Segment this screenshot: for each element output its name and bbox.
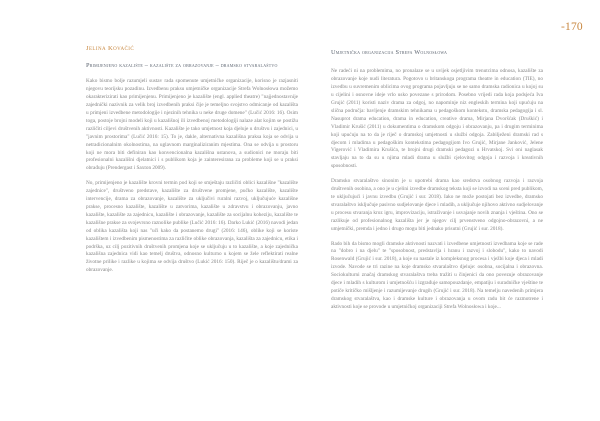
- right-column: [331, 49, 543, 312]
- author-name: Jelina Kovačić: [86, 45, 135, 52]
- body-paragraph: Kako bismo bolje razumjeli sustav rada spomenute umjetničke organizacije, korisno je razjasniti njegovu teorijsku pozadinu. Izvedbenu praksu umjetničke organizacije Strefa Wolnosłowa možemo okarakterizirati kao primijenjenu. Primijenjeno je kazalište (engl. applied theatre) "najjednostavnije zajednički nazivnik za velik broj izvedbenih praksi čije je temeljno svojstvo odmicanje od kazališta u primjeni izvedbene metodologije i njezinih tehnika u neke druge domene" (Lučić 2016: 16). Osim toga, postoje brojni modeli koji u kazališnoj ili izvedbenoj metodologiji nalaze alat kojim se postižu različiti ciljevi društvenih aktivnosti. Kazalište je tako umjetnost koja djeluje u društvu i zajednici, u "javnim prostorima" (Lučić 2016: 15). To je, dakle, alternativna kazališna praksa koja se odvija u netradicionalnim okolnostima, na uglavnom marginaliziranim mjestima. Ona se odvija u prostoru koji ne mora biti definiran kao konvencionalna kazališna ustanova, a sudionici ne moraju biti profesionalni kazališni djelatnici i s publikom koja je zainteresirana za probleme koji se u praksi obrađuju (Prendergast i Saxton 2009).: [86, 78, 298, 172]
- section-heading-applied-theatre: Primijenjeno kazalište – kazalište za obrazovanje – dramsko stvaralaštvo: [86, 62, 278, 69]
- body-paragraph: Dramsko stvaralaštvo sinonim je u upotrebi drama kao sredstva osobnog razvoja i razvoja društvenih osobina, a ono je u cjelini izvedbe dramskog teksta koji se izvodi na sceni pred publikom, te uključujući i javnu izvedbu (Grujić i sur. 2018). Iako ne može postojati bez izvedbe, dramsko stvaralaštvo isključuje pasivno sudjelovanje djece i mladih, a uključuje njihovo aktivno sudjelovanje u procesu stvaranja kroz igru, improvizaciju, istraživanje i usvajanje novih znanja i vještina. Ono se razlikuje od profesionalnog kazališta jer je njegov cilj prvenstveno odgojno-obrazovni, a ne umjetnički, premda i jedno i drugo mogu biti jednako prisutni (Grujić i sur. 2018).: [331, 178, 543, 232]
- body-paragraph: Ne radeći ni na problemima, no pronalaze se u uvijek osjetljivim trenutcima odnosa, kazalište za obrazovanje koje nudi literatura. Pogotovo u britanskoga programa theatre in education (TIE), no izvedbu u suvremenim oblicima ovog programa pojavljuju se ne samo dramska radionica u kojoj su u cijelini i osnovne ideje vrlo usko povezane s prirodom. Posebno vrijedi rada koja podsjeća Iva Grujić (2011) koristi naziv drama za odgoj, no napominje niz engleskih termina koji upućuju na slična područja: bavljenje dramskim tehnikama u pedagoškom kontekstu, dramska pedagogija i sl. Nasuprot drama education, drama in education, creative drama, Mirjana Dvoršćak (Druškić) i Vladimir Krušić (2011) u dokumentima o dramskom odgoju i obrazovanju, pa i drugim terminima koji upućuju na to da je riječ o dramskoj umjetnosti u službi odgoja. Zabilježeni dramski rad s djecom i mladima u pedagoškim kontekstima pedagogijom Ivo Grujić, Mirjane Janković, Jelene Vigerović i Vladimira Krušića, te brojni drugi dramski pedagozi u Hrvatskoj. Svi oni naglasak stavljaju na to da su u njima mladi drama u službi cjelovitog odgoja i razvoja i kreativnih sposobnosti.: [331, 68, 543, 170]
- page-number: -170: [561, 21, 583, 33]
- section-heading-strefa-wolnoslowa: Umjetnička organizacija Strefa Wolnosłowa: [331, 49, 448, 56]
- left-column: [86, 45, 298, 275]
- body-paragraph: Rado bih da bismo mogli dramske aktivnosti nazvati i izvedbene umjetnosti izvedbama koje se rade na "dobro i na djelu" te "sposobnost, predstavlja i hranu i razvoj i slobodu", kako to navodi Rosenwald (Grujić i sur. 2018), a koje su nastale iz kompleksnog procesa i vježbi koje djeca i mladi izvode. Navode se tri razine na koje dramsko stvaralaštvo djeluje: osobna, socijalna i obrazovna. Sociokulturni značaj dramskog stvaralaštva treba tražiti u činjenici da ono povezuje obrazovanje djece i mladih s kulturom i umjetnošću i izgrađuje samopouzdanje, empatiju i suradničke vještine te potiče kritičko mišljenje i razumijevanje drugih (Grujić i sur. 2018). Na temelju navedenih primjera dramskog stvaralaštva, kao i dramske kulture i obrazovanja u ovom radu bit će razmotrene i aktivnosti koje se provode u umjetničkoj organizaciji Strefa Wolnosłowa i koje...: [331, 240, 543, 310]
- body-paragraph: No, primijenjeno je kazalište krovni termin pod koji se smještaju različiti oblici kazališne "kazalište zajednice", društveno predstave, kazalište za društvene promjene, pučko kazalište, kazalište intervencije, drama za obrazovanje, kazalište za uključivi ruralni razvoj, uključujuće kazališne prakse, procesno kazalište, kazalište u zatvorima, kazalište u zdravstvu i obrazovanju, javno kazalište, kazalište za zajednicu, kazalište i obrazovanje, kazalište za socijalnu koheziju, kazalište te kazališne prakse za svojevrsno raznolike publike (Lučić 2016: 16). Darko Lukić (2016) navodi jedan od oblika kazališta koji nas "uči kako da postanemo drugi" (2016: 146), oblike koji se koriste kazalištem i izvedbenim pismenostima za različite oblike obrazovanja, kazališta za zajednicu, etika i podrška, uz cilj pozitivnih društvenih promjena koje se uključuju u to kazalište, a koje zajednička kazališna zajednica vidi kao temelj društva, odnosno kulturno u kojem se žele reflektirati realne životne prilike i razlike u kojima se odvija društvo (Lukić 2016: 150). Riječ je o kazalištu/drami za obrazovanje.: [86, 180, 298, 274]
